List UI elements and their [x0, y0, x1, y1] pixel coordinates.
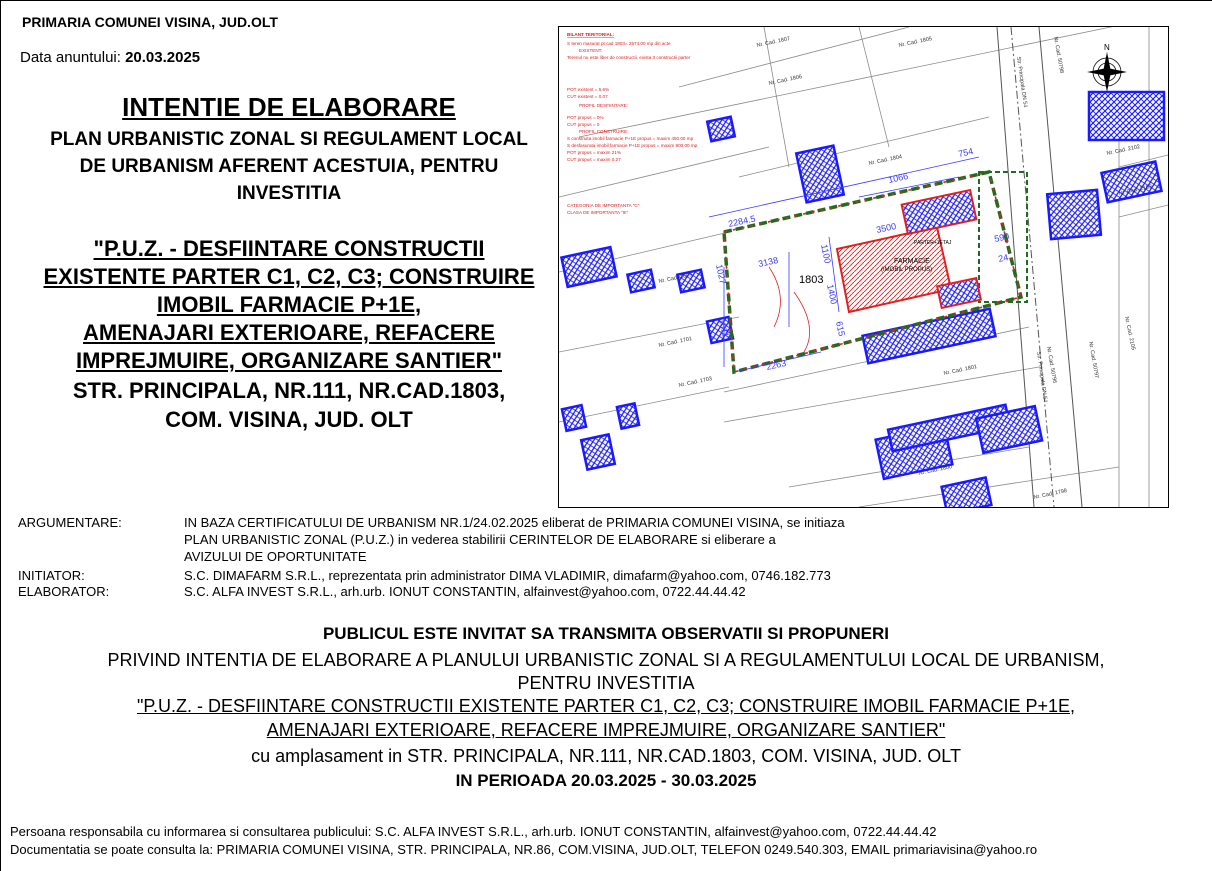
bilant-line: EXISTENT: — [579, 48, 603, 53]
public-location: cu amplasament in STR. PRINCIPALA, NR.111, NR.CAD.1803, COM. VISINA, JUD. OLT — [251, 746, 961, 766]
parcel-label: Nr. Cad. 1807 — [756, 36, 791, 49]
dimension-label: 1400 — [825, 283, 839, 306]
bilant-line: POT propus = maxim 21% — [567, 150, 621, 155]
argumentare-line: IN BAZA CERTIFICATULUI DE URBANISM NR.1/24.02.2025 eliberat de PRIMARIA COMUNEI VISINA, se initiaza — [184, 515, 845, 530]
argumentare-label: ARGUMENTARE: — [18, 515, 122, 530]
notice-title: INTENTIE DE ELABORARE — [122, 92, 456, 122]
announcement-date — [20, 49, 200, 66]
date-value: 20.03.2025 — [125, 49, 201, 66]
parcel-label: Nr. Cad. 1798 — [1033, 488, 1068, 501]
bilant-line: Terenul nu este liber de constructii, exista 3 constructii parter — [567, 55, 691, 60]
parcel-label: Nr. Cad. 50797 — [1087, 341, 1100, 379]
parcel-label: Nr. Cad. 50796 — [1045, 346, 1058, 384]
floors-label: PARTER+1ETAJ — [914, 240, 952, 246]
bilant-title: BILANT TERITORIAL: — [567, 32, 615, 37]
road-label: Str. Principala DN 54 — [1035, 351, 1049, 403]
parcel-label: Nr. Cad. 50798 — [1052, 36, 1065, 74]
parcel-label: Nr. Cad. 1800 — [918, 464, 953, 477]
plan-description — [14, 126, 564, 207]
parcel-label: Nr. Cad. 2103 — [1118, 184, 1153, 197]
elaborator-value: S.C. ALFA INVEST S.R.L., arh.urb. IONUT CONSTANTIN, alfainvest@yahoo.com, 0722.44.44.42 — [184, 584, 746, 599]
proposed-pharmacy-building — [837, 190, 981, 312]
project-line: IMPREJMUIRE, ORGANIZARE SANTIER" — [75, 348, 502, 373]
bilant-line: CLASA DE IMPORTANTA "III" — [567, 210, 629, 215]
land-balance-block — [567, 32, 698, 215]
bilant-line: S desfasurata imobil farmacie P+1E propus = maxim 900.00 mp — [567, 143, 698, 148]
issuer-name: PRIMARIA COMUNEI VISINA, JUD.OLT — [22, 14, 278, 30]
bilant-line: S teren masurat pt cad 1803= 2574.00 mp din acte — [567, 41, 671, 46]
dimension-label: 3500 — [875, 221, 898, 235]
parcel-label: Nr. Cad. 1806 — [768, 74, 803, 87]
plan-line: PLAN URBANISTIC ZONAL SI REGULAMENT LOCAL — [50, 129, 528, 150]
parcel-label: Nr. Cad. 1804 — [868, 154, 903, 167]
project-name — [14, 235, 564, 375]
dimension-label: 1027 — [714, 263, 728, 286]
frame-top-border — [0, 0, 1212, 1]
bilant-line: POT propus = 0% — [567, 115, 604, 120]
site-plan-map — [558, 26, 1169, 508]
plan-line: DE URBANISM AFERENT ACESTUIA, PENTRU — [79, 156, 499, 177]
project-line: AMENAJARI EXTERIOARE, REFACERE — [83, 320, 495, 345]
documentation-location: Documentatia se poate consulta la: PRIMARIA COMUNEI VISINA, STR. PRINCIPALA, NR.86, COM.VISINA, JUD.OLT, TELEFON 0249.540.303, EMAIL primariavisina@yahoo.ro — [10, 842, 1038, 857]
dimension-label: 24 — [997, 252, 1010, 264]
public-project-name: "P.U.Z. - DESFIINTARE CONSTRUCTII EXISTENTE PARTER C1, C2, C3; CONSTRUIRE IMOBIL FARMACIE P+1E, — [136, 696, 1076, 716]
project-line: EXISTENTE PARTER C1, C2, C3; CONSTRUIRE — [43, 264, 535, 289]
public-project-name: AMENAJARI EXTERIOARE, REFACERE IMPREJMUIRE, ORGANIZARE SANTIER" — [266, 720, 946, 740]
public-invitation-line: PENTRU INVESTITIA — [517, 673, 695, 693]
public-invitation-heading: PUBLICUL ESTE INVITAT SA TRANSMITA OBSERVATII SI PROPUNERI — [322, 624, 890, 643]
north-compass-icon — [1087, 43, 1127, 92]
parcel-label: Nr. Cad. 1805 — [898, 36, 933, 49]
bilant-line: POT existent = 5.6% — [567, 87, 610, 92]
pharmacy-sublabel: (IMOBIL PROPUS) — [881, 267, 933, 273]
argumentare-line: AVIZULUI DE OPORTUNITATE — [184, 549, 367, 564]
plan-line: INVESTITIA — [236, 183, 342, 204]
dimension-label: 1066 — [887, 171, 910, 185]
consultation-period: IN PERIOADA 20.03.2025 - 30.03.2025 — [455, 771, 757, 790]
compass-north-label: N — [1104, 43, 1110, 52]
address-line: COM. VISINA, JUD. OLT — [165, 407, 413, 432]
bilant-line: CUT existent = 0.07 — [567, 94, 608, 99]
bilant-line: PROFIL DESFIINTARE: — [579, 103, 629, 108]
parcel-label: Nr. Cad. 1703 — [678, 376, 713, 389]
parcel-label: Nr. Cad. 1801 — [943, 364, 978, 377]
bilant-line: S construita imobil farmacie P+1E propus = maxim 450.00 mp — [567, 136, 694, 141]
dimension-label: 2263 — [765, 358, 788, 372]
bilant-line: CATEGORIA DE IMPORTANTA "C" — [567, 203, 640, 208]
parcel-number: 1803 — [799, 274, 824, 286]
dimension-label: 1100 — [819, 243, 833, 265]
dimension-label: 1811 — [717, 317, 731, 339]
pharmacy-label: FARMACIE — [894, 258, 930, 265]
parcel-label: Nr. Cad. 2105 — [1123, 316, 1136, 351]
project-line: IMOBIL FARMACIE P+1E, — [156, 292, 422, 317]
address-line: STR. PRINCIPALA, NR.111, NR.CAD.1803, — [72, 378, 506, 403]
project-address — [14, 376, 564, 434]
initiator-label: INITIATOR: — [18, 568, 85, 583]
dimension-label: 590 — [993, 231, 1011, 244]
dimension-label: 754 — [957, 146, 975, 159]
parcel-label: Nr. Cad. 1699 — [658, 272, 693, 285]
parcel-label: Nr. Cad. 1701 — [658, 336, 693, 349]
dimension-label: 615 — [834, 320, 847, 338]
bilant-line: CUT propus = 0 — [567, 122, 600, 127]
date-label: Data anuntului: — [20, 49, 121, 66]
responsible-person: Persoana responsabila cu informarea si consultarea publicului: S.C. ALFA INVEST S.R.L., arh.urb. IONUT CONSTANTIN, alfainvest@yahoo.com, 0722.44.44.42 — [10, 824, 937, 839]
bilant-line: PROFIL CONSTRUIRE: — [579, 129, 629, 134]
public-invitation-line: PRIVIND INTENTIA DE ELABORARE A PLANULUI URBANISTIC ZONAL SI A REGULAMENTULUI LOCAL DE URBANISM, — [107, 650, 1105, 670]
dimension-label: 2284.5 — [727, 213, 757, 229]
project-line: "P.U.Z. - DESFIINTARE CONSTRUCTII — [93, 236, 485, 261]
initiator-value: S.C. DIMAFARM S.R.L., reprezentata prin administrator DIMA VLADIMIR, dimafarm@yahoo.com, 0746.182.773 — [184, 568, 831, 583]
elaborator-label: ELABORATOR: — [18, 584, 110, 599]
dimension-label: 3138 — [757, 255, 780, 269]
road-label: Str. Principala DN 54 — [1015, 56, 1029, 108]
parcel-label: Nr. Cad. 2102 — [1106, 144, 1141, 157]
argumentare-line: PLAN URBANISTIC ZONAL (P.U.Z.) in vederea stabilirii CERINTELOR DE ELABORARE si eliberare a — [184, 532, 776, 547]
bilant-line: CUT propus = maxim 0.27 — [567, 157, 621, 162]
